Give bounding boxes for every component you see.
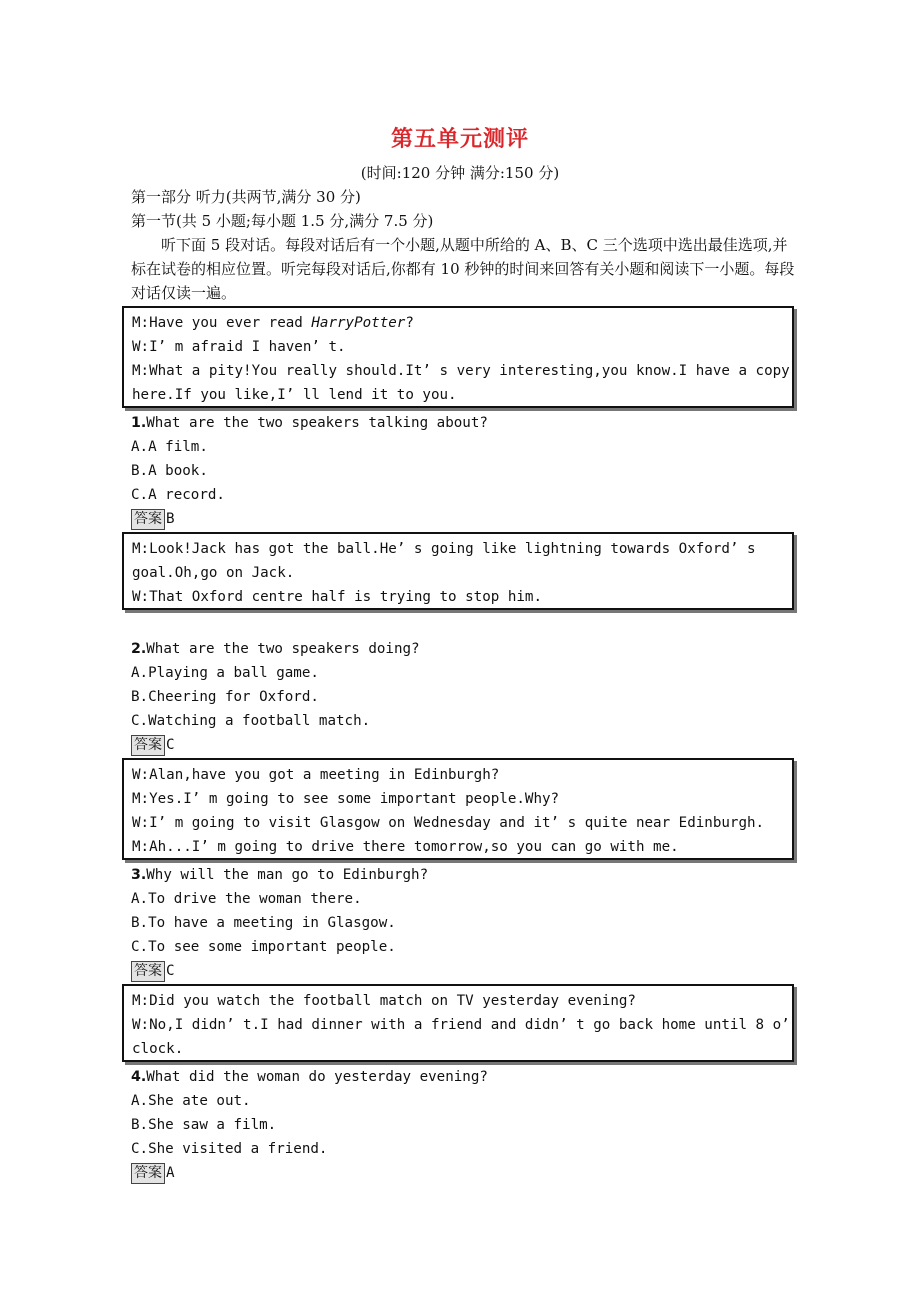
page-title: 第五单元测评	[390, 127, 529, 152]
dialog-box-1	[122, 306, 794, 408]
answer-value: B	[166, 511, 175, 527]
dialog-box-3	[122, 758, 794, 860]
dialog-line: clock.	[132, 1041, 184, 1057]
option-a: A.To drive the woman there.	[131, 891, 362, 907]
dialog-line: here.If you like,I’ ll lend it to you.	[132, 387, 457, 403]
answer-value: A	[166, 1165, 175, 1181]
option-b: B.Cheering for Oxford.	[131, 689, 319, 705]
part-heading: 第一部分 听力(共两节,满分 30 分)	[131, 188, 361, 206]
dialog-line: W:I’ m afraid I haven’ t.	[132, 339, 346, 355]
option-b: B.She saw a film.	[131, 1117, 277, 1133]
dialog-line: M:Did you watch the football match on TV yesterday evening?	[132, 993, 636, 1009]
question-1: 1.What are the two speakers talking about? A.A film. B.A book. C.A record. 答案 B	[131, 411, 488, 531]
question-3: 3.Why will the man go to Edinburgh? A.To drive the woman there. B.To have a meeting in Glasgow. C.To see some important people. 答案 C	[131, 863, 428, 983]
dialog-line: W:Alan,have you got a meeting in Edinburgh?	[132, 767, 500, 783]
dialog-line: goal.Oh,go on Jack.	[132, 565, 295, 581]
question-4: 4.What did the woman do yesterday evening? A.She ate out. B.She saw a film. C.She visited a friend. 答案 A	[131, 1065, 488, 1185]
instructions: 听下面 5 段对话。每段对话后有一个小题,从题中所给的 A、B、C 三个选项中选出最佳选项,并标在试卷的相应位置。听完每段对话后,你都有 10 秒钟的时间来回答有关小题和阅读下一小题。每段对话仅读一遍。	[131, 236, 795, 302]
option-a: A.Playing a ball game.	[131, 665, 319, 681]
option-c: C.She visited a friend.	[131, 1141, 328, 1157]
option-c: C.Watching a football match.	[131, 713, 371, 729]
answer-value: C	[166, 737, 175, 753]
question-text: What are the two speakers doing?	[146, 641, 420, 657]
dialog-line: M:Yes.I’ m going to see some important people.Why?	[132, 791, 560, 807]
option-b: B.To have a meeting in Glasgow.	[131, 915, 396, 931]
answer-tag: 答案	[131, 509, 165, 530]
dialog-line: M:Look!Jack has got the ball.He’ s going like lightning towards Oxford’ s	[132, 541, 756, 557]
dialog-line: M:Have you ever read HarryPotter?	[132, 315, 414, 331]
option-a: A.She ate out.	[131, 1093, 251, 1109]
question-text: What are the two speakers talking about?	[146, 415, 488, 431]
question-text: What did the woman do yesterday evening?	[146, 1069, 488, 1085]
dialog-box-4	[122, 984, 794, 1062]
dialog-line: M:Ah...I’ m going to drive there tomorrow,so you can go with me.	[132, 839, 679, 855]
dialog-line: W:That Oxford centre half is trying to stop him.	[132, 589, 542, 605]
answer-value: C	[166, 963, 175, 979]
dialog-line: M:What a pity!You really should.It’ s very interesting,you know.I have a copy	[132, 363, 790, 379]
dialog-line: W:I’ m going to visit Glasgow on Wednesday and it’ s quite near Edinburgh.	[132, 815, 765, 831]
section-heading: 第一节(共 5 小题;每小题 1.5 分,满分 7.5 分)	[131, 212, 434, 230]
option-b: B.A book.	[131, 463, 208, 479]
answer-tag: 答案	[131, 1163, 165, 1184]
question-text: Why will the man go to Edinburgh?	[146, 867, 429, 883]
answer-tag: 答案	[131, 735, 165, 756]
option-a: A.A film.	[131, 439, 208, 455]
option-c: C.To see some important people.	[131, 939, 396, 955]
exam-time-score: (时间:120 分钟 满分:150 分)	[360, 164, 560, 182]
answer-tag: 答案	[131, 961, 165, 982]
option-c: C.A record.	[131, 487, 225, 503]
dialog-box-2	[122, 532, 794, 610]
question-2: 2.What are the two speakers doing? A.Playing a ball game. B.Cheering for Oxford. C.Watching a football match. 答案 C	[131, 637, 420, 757]
dialog-line: W:No,I didn’ t.I had dinner with a friend and didn’ t go back home until 8 o’	[132, 1017, 790, 1033]
